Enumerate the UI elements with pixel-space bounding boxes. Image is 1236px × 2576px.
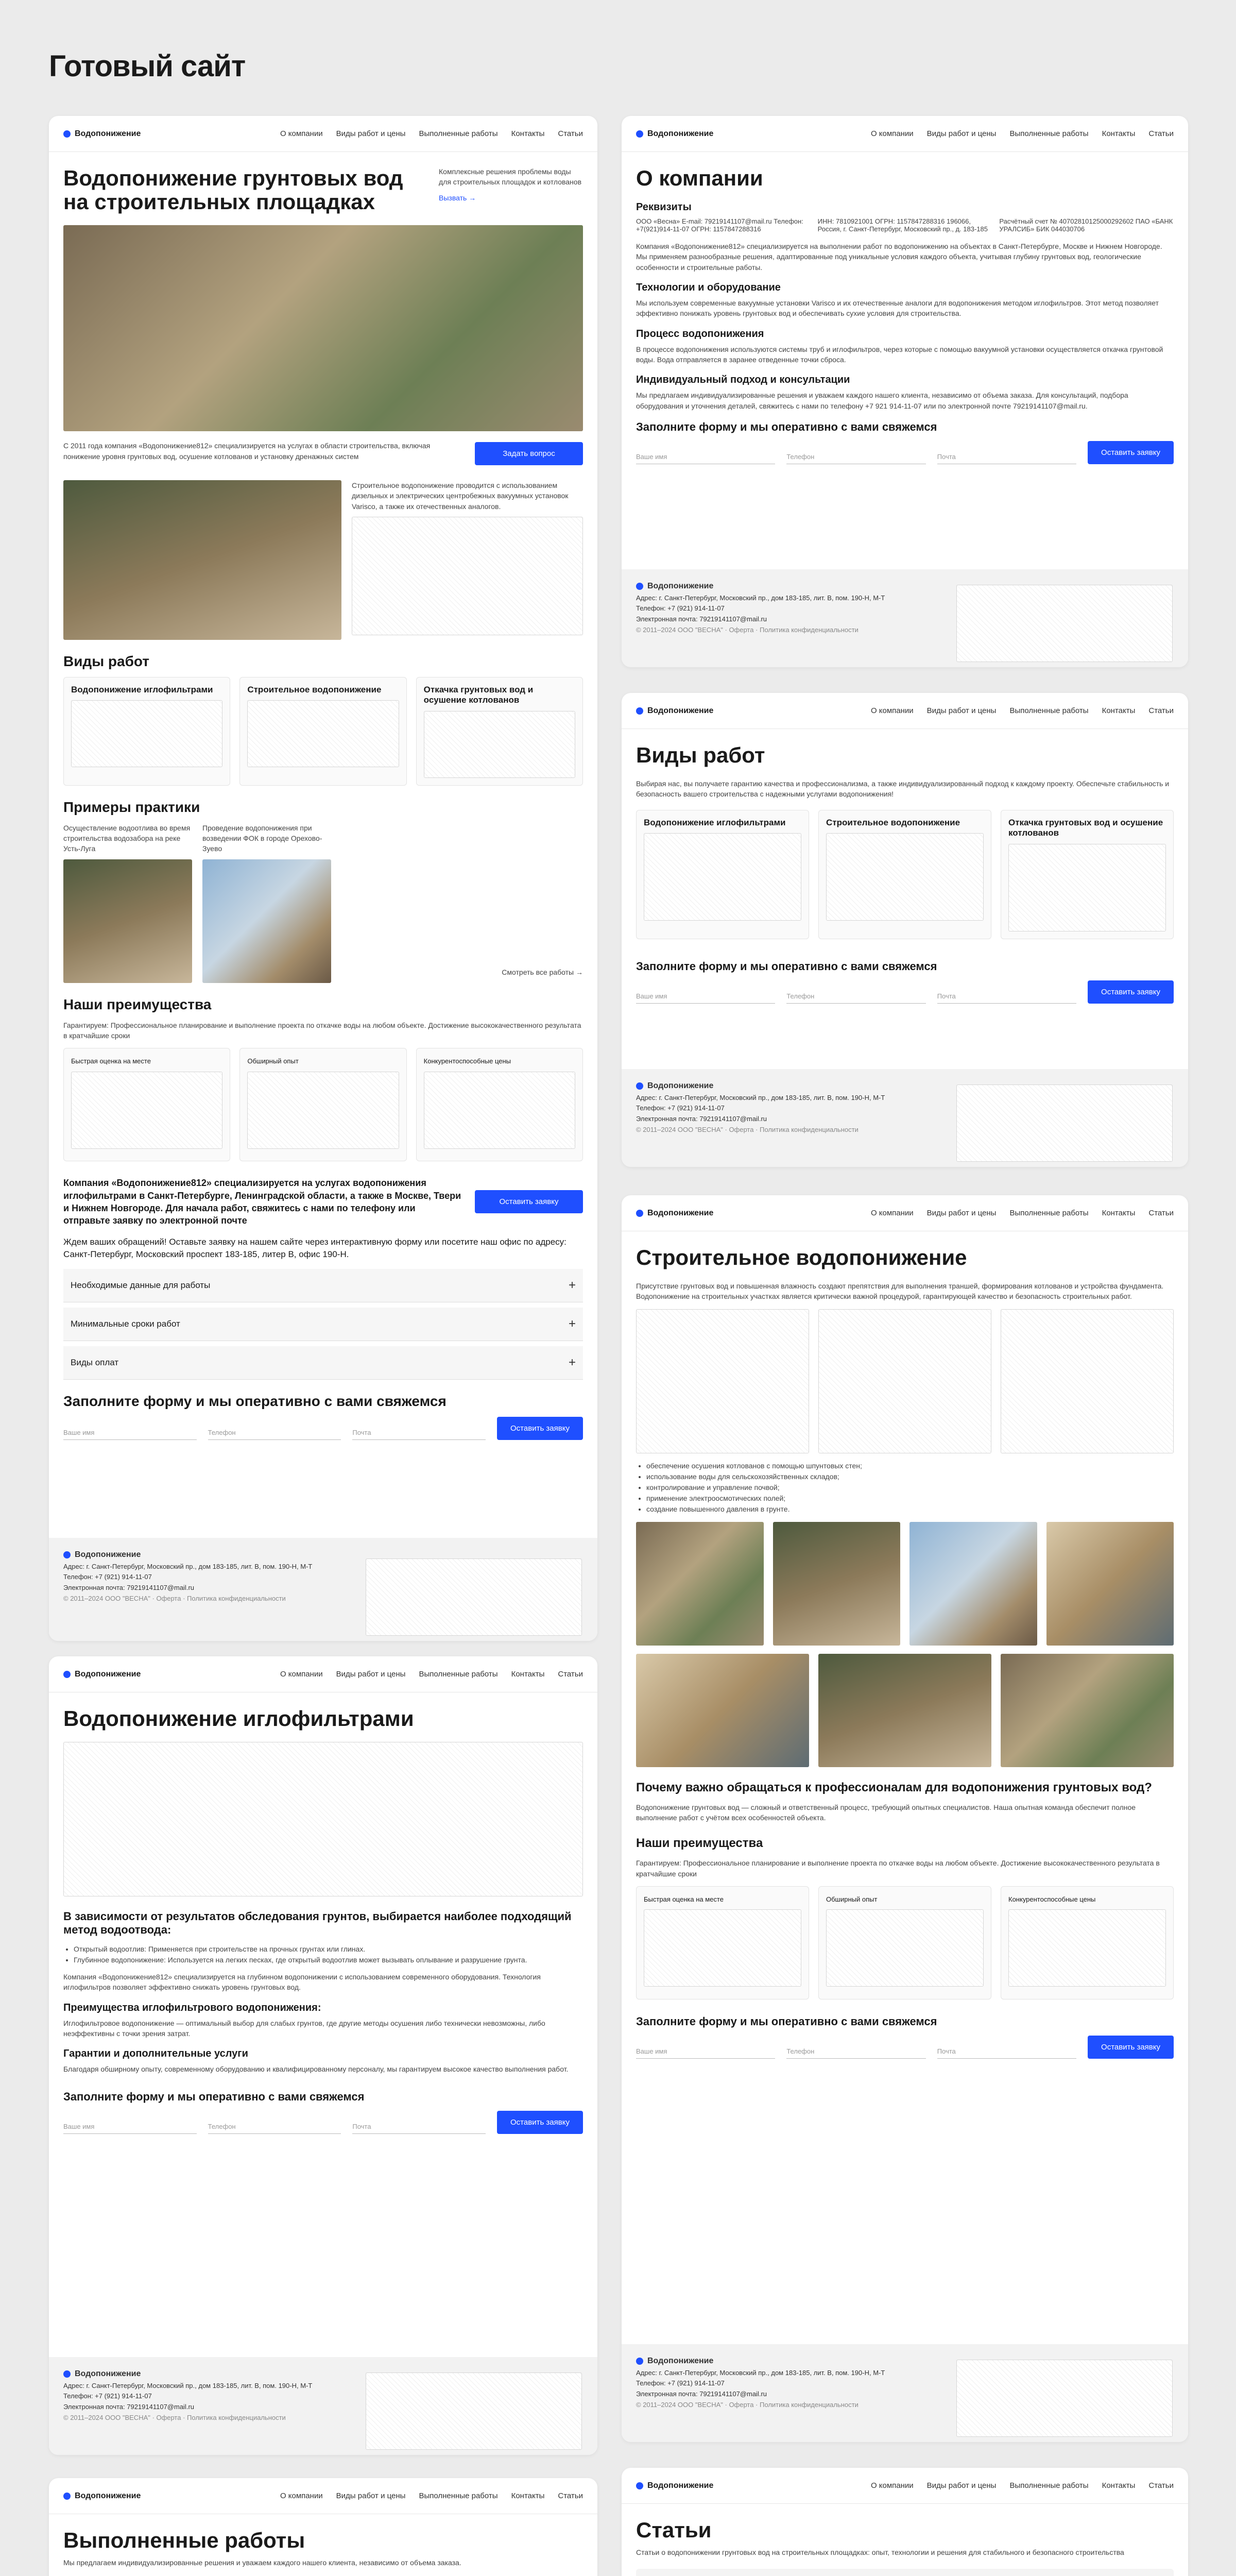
hero-link[interactable]: Вызвать → [439,193,476,202]
footer-copy: © 2011–2024 ООО "ВЕСНА" [636,625,723,634]
nav-articles[interactable]: Статьи [1148,1209,1174,1217]
page-about [622,116,1188,667]
list-item: • использование воды для сельскохозяйственных складов; [646,1471,1174,1482]
nav-contacts[interactable]: Контакты [1102,706,1136,715]
footer-address: Адрес: г. Санкт-Петербург, Московский пр., дом 183-185, лит. В, пом. 190-Н, М-Т [636,1093,885,1101]
form-title: Заполните форму и мы оперативно с вами свяжемся [636,420,937,433]
phone-field[interactable]: Телефон [208,2120,341,2134]
req-col: ООО «Весна» E-mail: 79219141107@mail.ru Телефон: +7(921)914-11-07 ОГРН: 1157847288316 [636,217,803,233]
tech-text: Мы используем современные вакуумные установки Varisco и их отечественные аналоги для водопонижения методом иглофильтров. Этот метод позволяет эффективно понижать уровень грунтовых вод и обеспечивать сухие условия для строительства. [636,299,1159,318]
logo[interactable]: Водопонижение [636,129,713,139]
plus-icon: + [568,1355,576,1370]
adv-title: Наши преимущества [636,1836,763,1851]
igla-bullets [74,1944,583,1965]
footer-logo[interactable]: Водопонижение [63,1548,583,1562]
hero-side: Комплексные решения проблемы воды для строительных площадок и котлованов [439,167,582,187]
articles-intro: Статьи о водопонижении грунтовых вод на строительных площадках: опыт, технологии и решения для стабильного и безопасного строительства [636,2548,1124,2557]
igla-body: Компания «Водопонижение812» специализируется на глубинном водопонижении с использованием современного оборудования. Технология иглофильтров позволяет эффективно снижать уровень грунтовых вод. [63,1973,541,1992]
footer-privacy[interactable]: Политика конфиденциальности [760,2400,859,2409]
email-field[interactable]: Почта [352,2120,486,2134]
form-submit-button[interactable]: Оставить заявку [497,2111,583,2134]
plus-icon: + [568,1317,576,1331]
email-field[interactable]: Почта [937,989,1076,1004]
nav-works[interactable]: Виды работ и цены [926,129,997,138]
page-articles: Водопонижение О компании Виды работ и цены Выполненные работы Контакты Статьи Статьи Статьи о водопонижении грунтовых вод на строительных площадках: опыт, технологии и решения для стабильного и безопасного строительства [622,2468,1188,2576]
machine-sketch [956,2360,1173,2437]
nav-works[interactable]: Виды работ и цены [336,1670,406,1679]
nav-contacts[interactable]: Контакты [1102,2481,1136,2490]
practice-photo [202,859,331,983]
practice-card[interactable]: Проведение водопонижения при возведении ФОК в городе Орехово-Зуево [202,823,331,983]
nav-articles[interactable]: Статьи [558,2492,583,2500]
igla-adv-body: Иглофильтровое водопонижение — оптимальный выбор для слабых грунтов, где другие методы осушения либо технически невозможны, либо неэффективны с точки зрения затрат. [63,2019,545,2038]
why-title: Почему важно обращаться к профессионалам для водопонижения грунтовых вод? [636,1780,1152,1794]
nav-done[interactable]: Выполненные работы [419,1670,498,1679]
footer-copy: © 2011–2024 ООО "ВЕСНА" [636,2400,723,2409]
footer-copy: © 2011–2024 ООО "ВЕСНА" [63,2413,150,2421]
name-field[interactable]: Ваше имя [63,1426,197,1440]
footer-address: Адрес: г. Санкт-Петербург, Московский пр., дом 183-185, лит. В, пом. 190-Н, М-Т [63,1562,313,1570]
adv-card: Конкурентоспособные цены [416,1048,583,1161]
machine-sketch [366,2372,582,2450]
kinds-intro: Выбирая нас, вы получаете гарантию качества и профессионализма, а также индивидуализированный подход к каждому проекту. Обеспечьте стабильность и безопасность вашего строительства с надежными услугами водопонижения! [636,779,1170,799]
adv-card: Конкурентоспособные цены [1001,1886,1174,1999]
nav-done[interactable]: Выполненные работы [419,129,498,138]
adv-card: Обширный опыт [239,1048,406,1161]
page-stroy: Водопонижение О компании Виды работ и цены Выполненные работы Контакты Статьи Строительное водопонижение Присутствие грунтовых вод и повышенная влажность создают препятствия для выполнения траншей, формирования котлованов и устройства фундамента. Водопонижение на строительных участках является критически важной процедурой, гарантирующей качество и безопасность строительных работ. • обеспечение осушения котлованов с помощью шпунтовых стен; • использование воды для сельскохозяйственных складов; • контролирование и управление почвой; • применение электроосмотических полей; • создание повышенного давления в грунте. Почему важно обращаться к профессионалам для водопонижения грунтовых вод? Водопонижение грунтовых вод — сложный и ответственный процесс, требующий опытных специалистов. Наша опытная команда обеспечит полное выполнение работ с учётом всех особенностей объекта. Наши преимущества Гарантируем: Профессиональное планирование и выполнение проекта по откачке воды на любом объекте. Достижение высококачественного результата в кратчайшие сроки Быстрая оценка на месте Обширный опыт Конкурентоспособные цены Заполните форму и мы оперативно с вами свяжемся Ваше имя Телефон Почта Оставить заявку Водопонижение Адрес: г. Санкт-Петербург, Московский пр., дом 183-185, лит. В, пом. 190-Н, М-Т Телефон: +7 (921) 914-11-07 Электронная почта: 79219141107@mail.ru © 2011–2024 ООО "ВЕСНА" · Оферта · Политика конфиденциальности [622,1195,1188,2442]
logo-icon [63,1551,71,1558]
accordion-item[interactable]: Минимальные сроки работ + [63,1308,583,1341]
nav-about[interactable]: О компании [280,2492,323,2500]
nav-about[interactable]: О компании [870,1209,914,1217]
adv-card: Обширный опыт [818,1886,991,1999]
adv-sub: Гарантируем: Профессиональное планирование и выполнение проекта по откачке воды на любом объекте. Достижение высококачественного результата в кратчайшие сроки [636,1859,1160,1878]
pump-photo [63,480,341,640]
adv-sketch [247,1072,399,1149]
diagram-sketch [1001,1309,1174,1453]
practice-title: Примеры практики [63,799,200,815]
logo-icon [636,2482,643,2489]
name-field[interactable]: Ваше имя [636,450,775,464]
nav-about[interactable]: О компании [280,1670,323,1679]
nav-about[interactable]: О компании [870,129,914,138]
footer-offer[interactable]: Оферта [729,625,754,634]
work-sketch [826,833,984,921]
name-field[interactable]: Ваше имя [636,989,775,1004]
site-photo [909,1522,1037,1646]
accordion-item[interactable]: Необходимые данные для работы + [63,1269,583,1302]
work-card[interactable]: Водопонижение иглофильтрами [636,810,809,939]
form-title: Заполните форму и мы оперативно с вами свяжемся [63,2090,365,2103]
phone-field[interactable]: Телефон [786,450,925,464]
why-text: Водопонижение грунтовых вод — сложный и ответственный процесс, требующий опытных специалистов. Наша опытная команда обеспечит полное выполнение работ с учётом всех особенностей объекта. [636,1803,1136,1822]
nav-articles[interactable]: Статьи [558,1670,583,1679]
nav-articles[interactable]: Статьи [1148,706,1174,715]
footer: Водопонижение Адрес: г. Санкт-Петербург, Московский пр., дом 183-185, лит. В, пом. 190-Н, М-Т Телефон: +7 (921) 914-11-07 Электронная почта: 79219141107@mail.ru © 2011–2024 ООО "ВЕСНА" · Оферта · Политика конфиденциальности [622,569,1188,667]
stroy-intro: Присутствие грунтовых вод и повышенная влажность создают препятствия для выполнения траншей, формирования котлованов и устройства фундамента. Водопонижение на строительных участках является критически важной процедурой, гарантирующей качество и безопасность строительных работ. [636,1282,1164,1301]
plus-icon: + [568,1278,576,1293]
footer-phone[interactable]: Телефон: +7 (921) 914-11-07 [636,1104,725,1112]
footer-offer[interactable]: Оферта [156,1594,181,1602]
logo-icon [636,2358,643,2365]
footer-email[interactable]: Электронная почта: 79219141107@mail.ru [636,1115,767,1123]
wait-text: Ждем ваших обращений! Оставьте заявку на нашем сайте через интерактивную форму или посетите наш офис по адресу: Санкт-Петербург, Московский проспект 183-185, литер В, офис 190-Н. [63,1237,566,1260]
diagram-sketch [636,1309,809,1453]
nav-contacts[interactable]: Контакты [1102,129,1136,138]
form-title: Заполните форму и мы оперативно с вами свяжемся [636,959,937,973]
logo-icon [636,707,643,715]
accordion-item[interactable]: Виды оплат + [63,1346,583,1380]
nav-contacts[interactable]: Контакты [511,129,545,138]
machine-sketch [956,585,1173,662]
stroy-title: Строительное водопонижение [636,1245,967,1269]
work-card[interactable]: Строительное водопонижение [818,810,991,939]
footer-phone[interactable]: Телефон: +7 (921) 914-11-07 [636,604,725,613]
nav-contacts[interactable]: Контакты [511,2492,545,2500]
nav-done[interactable]: Выполненные работы [1009,706,1089,715]
ask-question-button[interactable]: Задать вопрос [475,442,583,465]
igla-subtitle: В зависимости от результатов обследования грунтов, выбирается наиболее подходящий метод водоотвода: [63,1910,572,1937]
nav-works[interactable]: Виды работ и цены [336,129,406,138]
logo-icon [636,1082,643,1090]
logo[interactable] [63,129,141,139]
page-done: Водопонижение О компании Виды работ и цены Выполненные работы Контакты Статьи Выполненные работы Мы предлагаем индивидуализированные решения и уважаем каждого нашего клиента, независимо от объема заказа. [49,2478,597,2576]
nav-about[interactable]: О компании [870,2481,914,2490]
tech-title: Технологии и оборудование [636,282,781,294]
site-photo [773,1522,901,1646]
work-card[interactable]: Водопонижение иглофильтрами [63,677,230,786]
method-sketch [352,517,583,635]
logo-icon [63,1671,71,1678]
form-submit-button[interactable]: Оставить заявку [1088,2036,1174,2059]
list-item: • создание повышенного давления в грунте. [646,1504,1174,1515]
page-kinds: Водопонижение О компании Виды работ и цены Выполненные работы Контакты Статьи Виды работ Выбирая нас, вы получаете гарантию качества и профессионализма, а также индивидуализированный подход к каждому проекту. Обеспечьте стабильность и безопасность вашего строительства с надежными услугами водопонижения! Водопонижение иглофильтрами Строительное водопонижение Откачка грунтовых вод и осушение котлованов Заполните форму и мы оперативно с вами свяжемся Ваше имя Телефон Почта Оставить заявку Водопонижение Адрес: г. Санкт-Петербург, Московский пр., дом 183-185, лит. В, пом. 190-Н, М-Т Телефон: +7 (921) 914-11-07 Электронная почта: 79219141107@mail.ru © 2011–2024 ООО "ВЕСНА" · Оферта · Политика конфиденциальности [622,693,1188,1167]
list-item: • контролирование и управление почвой; [646,1482,1174,1493]
home-intro: С 2011 года компания «Водопонижение812» специализируется на услугах в области строительства, включая понижение уровня грунтовых вод, осушение котлованов и установку дренажных систем [63,442,431,461]
page-igla: Водопонижение О компании Виды работ и цены Выполненные работы Контакты Статьи Водопонижение иглофильтрами В зависимости от результатов обследования грунтов, выбирается наиболее подходящий метод водоотвода: • Открытый водоотлив: Применяется при строительстве на прочных грунтах или глинах. • Глубинное водопонижение: Используется на легких песках, где открытый водоотлив может вызывать оплывание и разрушение грунта. Компания «Водопонижение812» специализируется на глубинном водопонижении с использованием современного оборудования. Технология иглофильтров позволяет эффективно снижать уровень грунтовых вод. Преимущества иглофильтрового водопонижения: Иглофильтровое водопонижение — оптимальный выбор для слабых грунтов, где другие методы осушения либо технически невозможны, либо неэффективны с точки зрения затрат. Гарантии и дополнительные услуги Благодаря обширному опыту, современному оборудованию и квалифицированному персоналу, мы гарантируем высокое качество выполнения работ. Заполните форму и мы оперативно с вами свяжемся Ваше имя Телефон Почта Оставить заявку Водопонижение Адрес: г. Санкт-Петербург, Московский пр., дом 183-185, лит. В, пом. 190-Н, М-Т Телефон: +7 (921) 914-11-07 Электронная почта: 79219141107@mail.ru © 2011–2024 ООО "ВЕСНА" · Оферта · Политика конфиденциальности [49,1656,597,2455]
hero-photo [63,225,583,431]
footer-email[interactable]: Электронная почта: 79219141107@mail.ru [63,1584,195,1592]
about-title: О компании [636,166,763,190]
done-intro: Мы предлагаем индивидуализированные решения и уважаем каждого нашего клиента, независимо от объема заказа. [63,2558,461,2567]
logo-text: Водопонижение [75,129,141,138]
site-photo [1001,1654,1174,1767]
guar-title: Гарантии и дополнительные услуги [63,2048,248,2060]
footer: Водопонижение Адрес: г. Санкт-Петербург, Московский пр., дом 183-185, лит. В, пом. 190-Н, М-Т Телефон: +7 (921) 914-11-07 Электронная почта: 79219141107@mail.ru © 2011–2024 ООО "ВЕСНА" · Оферта · Политика конфиденциальности [49,1538,597,1641]
kinds-title: Виды работ [636,743,765,767]
nav-about[interactable]: О компании [280,129,323,138]
footer-offer[interactable]: Оферта [156,2413,181,2421]
footer-offer[interactable]: Оферта [729,2400,754,2409]
nav-works[interactable]: Виды работ и цены [336,2492,406,2500]
main-nav [280,129,583,138]
email-field[interactable]: Почта [937,450,1076,464]
nav-done[interactable]: Выполненные работы [1009,1209,1089,1217]
footer-email[interactable]: Электронная почта: 79219141107@mail.ru [63,2403,195,2411]
footer: Водопонижение Адрес: г. Санкт-Петербург, Московский пр., дом 183-185, лит. В, пом. 190-Н, М-Т Телефон: +7 (921) 914-11-07 Электронная почта: 79219141107@mail.ru © 2011–2024 ООО "ВЕСНА" · Оферта · Политика конфиденциальности [622,1069,1188,1167]
diagram-sketch [818,1309,991,1453]
igla-title: Водопонижение иглофильтрами [63,1706,414,1731]
igla-diagram [63,1742,583,1896]
nav-works[interactable]: Виды работ и цены [926,2481,997,2490]
leave-request-button[interactable]: Оставить заявку [475,1190,583,1213]
works-title: Виды работ [63,653,149,669]
page-home [49,116,597,1641]
footer-copy: © 2011–2024 ООО "ВЕСНА" [636,1125,723,1133]
email-field[interactable]: Почта [352,1426,486,1440]
adv-card: Быстрая оценка на месте [636,1886,809,1999]
about-intro: Компания «Водопонижение812» специализируется на выполнении работ по водопонижению на объектах в Санкт-Петербурге, Москве и Нижнем Новгороде. Мы применяем разнообразные решения, адаптированные под уникальные условия каждого объекта, учитывая глубину грунтовых вод, геологические особенности и строительные работы. [636,242,1162,272]
articles-title: Статьи [636,2518,712,2542]
work-sketch [424,711,575,778]
form-submit-button[interactable]: Оставить заявку [1088,980,1174,1004]
nav-works[interactable]: Виды работ и цены [926,1209,997,1217]
work-sketch [71,700,222,767]
name-field[interactable]: Ваше имя [636,2044,775,2059]
form-submit-button[interactable]: Оставить заявку [497,1417,583,1440]
article-card[interactable] [636,2569,1174,2576]
adv-sketch [826,1909,984,1987]
nav-about[interactable]: О компании [870,706,914,715]
nav-articles[interactable]: Статьи [558,129,583,138]
footer-phone[interactable]: Телефон: +7 (921) 914-11-07 [636,2379,725,2387]
logo-icon [63,2493,71,2500]
req-col: Расчётный счет № 40702810125000292602 ПАО «БАНК УРАЛСИБ» БИК 044030706 [999,217,1173,233]
footer-email[interactable]: Электронная почта: 79219141107@mail.ru [636,2390,767,2398]
nav-articles[interactable]: Статьи [1148,2481,1174,2490]
adv-card: Быстрая оценка на месте [63,1048,230,1161]
footer-email[interactable]: Электронная почта: 79219141107@mail.ru [636,615,767,623]
logo-icon [636,583,643,590]
nav-done[interactable]: Выполненные работы [1009,2481,1089,2490]
footer-phone[interactable]: Телефон: +7 (921) 914-11-07 [63,1573,152,1581]
work-sketch [247,700,399,767]
phone-field[interactable]: Телефон [208,1426,341,1440]
practice-card[interactable]: Осуществление водоотлива во время строительства водозабора на реке Усть-Луга [63,823,192,983]
site-photo [636,1522,764,1646]
logo-icon [636,130,643,138]
nav-works[interactable]: Виды работ и цены [926,706,997,715]
footer-address: Адрес: г. Санкт-Петербург, Московский пр., дом 183-185, лит. В, пом. 190-Н, М-Т [63,2381,313,2389]
method-list [646,1461,1174,1515]
form-submit-button[interactable]: Оставить заявку [1088,441,1174,464]
footer-privacy[interactable]: Политика конфиденциальности [187,2413,286,2421]
machine-sketch [956,1084,1173,1162]
igla-adv-title: Преимущества иглофильтрового водопонижения: [63,2002,321,2013]
nav-contacts[interactable]: Контакты [1102,1209,1136,1217]
ind-text: Мы предлагаем индивидуализированные решения и уважаем каждого нашего клиента, независимо от объема заказа. Для консультаций, подбора оборудования и уточнения деталей, свяжитесь с нами по телефону +7 921 914-11-07 или по электронной почте 79219141107@mail.ru. [636,391,1128,410]
req-title: Реквизиты [636,201,692,213]
work-sketch [1008,844,1166,931]
footer-privacy[interactable]: Политика конфиденциальности [187,1594,286,1602]
footer-phone[interactable]: Телефон: +7 (921) 914-11-07 [63,2392,152,2400]
list-item: • Глубинное водопонижение: Используется на легких песках, где открытый водоотлив может вызывать оплывание и разрушение грунта. [74,1955,583,1965]
adv-sketch [1008,1909,1166,1987]
form-title: Заполните форму и мы оперативно с вами свяжемся [63,1393,447,1410]
footer: Водопонижение Адрес: г. Санкт-Петербург, Московский пр., дом 183-185, лит. В, пом. 190-Н, М-Т Телефон: +7 (921) 914-11-07 Электронная почта: 79219141107@mail.ru © 2011–2024 ООО "ВЕСНА" · Оферта · Политика конфиденциальности [49,2357,597,2455]
site-photo [818,1654,991,1767]
work-card[interactable]: Строительное водопонижение [239,677,406,786]
ind-title: Индивидуальный подход и консультации [636,374,850,386]
logo-icon [63,130,71,138]
footer-privacy[interactable]: Политика конфиденциальности [760,1125,859,1133]
method-text: Строительное водопонижение проводится с использованием дизельных и электрических центробежных вакуумных установок Varisco, а также их отечественных аналогов. [352,481,569,511]
footer-address: Адрес: г. Санкт-Петербург, Московский пр., дом 183-185, лит. В, пом. 190-Н, М-Т [636,2368,885,2377]
footer-privacy[interactable]: Политика конфиденциальности [760,625,859,634]
adv-sketch [424,1072,575,1149]
nav-done[interactable]: Выполненные работы [419,2492,498,2500]
phone-field[interactable]: Телефон [786,989,925,1004]
footer: Водопонижение Адрес: г. Санкт-Петербург, Московский пр., дом 183-185, лит. В, пом. 190-Н, М-Т Телефон: +7 (921) 914-11-07 Электронная почта: 79219141107@mail.ru © 2011–2024 ООО "ВЕСНА" · Оферта · Политика конфиденциальности [622,2344,1188,2442]
process-title: Процесс водопонижения [636,328,764,340]
list-item: • обеспечение осушения котлованов с помощью шпунтовых стен; [646,1461,1174,1471]
guar-text: Благодаря обширному опыту, современному оборудованию и квалифицированному персоналу, мы гарантируем высокое качество выполнения работ. [63,2065,569,2074]
adv-sub: Гарантируем: Профессиональное планирование и выполнение проекта по откачке воды на любом объекте. Достижение высококачественного результата в кратчайшие сроки [63,1021,581,1040]
machine-sketch [366,1558,582,1636]
phone-field[interactable]: Телефон [786,2044,925,2059]
req-col: ИНН: 7810921001 ОГРН: 1157847288316 196066, Россия, г. Санкт-Петербург, Московский пр., д. 183-185 [817,217,988,233]
list-item: • применение электроосмотических полей; [646,1493,1174,1504]
showcase-title: Готовый сайт [49,49,246,83]
adv-sketch [71,1072,222,1149]
company-cta-text: Компания «Водопонижение812» специализируется на услугах водопонижения иглофильтрами в Санкт-Петербурге, Ленинградской области, а также в Москве, Твери и Нижнем Новгороде. Для начала работ, свяжитесь с нами по телефону или отправьте заявку по электронной почте [63,1178,461,1226]
site-photo [1046,1522,1174,1646]
nav-articles[interactable]: Статьи [1148,129,1174,138]
done-title: Выполненные работы [63,2528,305,2552]
adv-title: Наши преимущества [63,996,212,1012]
practice-photo [63,859,192,983]
process-text: В процессе водопонижения используются системы труб и иглофильтров, через которые с помощью вакуумной установки осуществляется откачка грунтовой воды. Вода отправляется в заранее отведенные точки сброса. [636,345,1163,364]
site-photo [636,1654,809,1767]
work-card[interactable]: Откачка грунтовых вод и осушение котлованов [1001,810,1174,939]
email-field[interactable]: Почта [937,2044,1076,2059]
footer-offer[interactable]: Оферта [729,1125,754,1133]
name-field[interactable]: Ваше имя [63,2120,197,2134]
work-sketch [644,833,801,921]
work-card[interactable]: Откачка грунтовых вод и осушение котлованов [416,677,583,786]
adv-sketch [644,1909,801,1987]
practice-link[interactable]: Смотреть все работы → [502,968,583,977]
footer-address: Адрес: г. Санкт-Петербург, Московский пр., дом 183-185, лит. В, пом. 190-Н, М-Т [636,594,885,602]
form-title: Заполните форму и мы оперативно с вами свяжемся [636,2014,937,2028]
logo-icon [63,2370,71,2378]
logo-icon [636,1210,643,1217]
list-item: • Открытый водоотлив: Применяется при строительстве на прочных грунтах или глинах. [74,1944,583,1955]
nav-done[interactable]: Выполненные работы [1009,129,1089,138]
nav-contacts[interactable]: Контакты [511,1670,545,1679]
hero-title: Водопонижение грунтовых вод на строительных площадках [63,166,403,214]
footer-copy: © 2011–2024 ООО "ВЕСНА" [63,1594,150,1602]
